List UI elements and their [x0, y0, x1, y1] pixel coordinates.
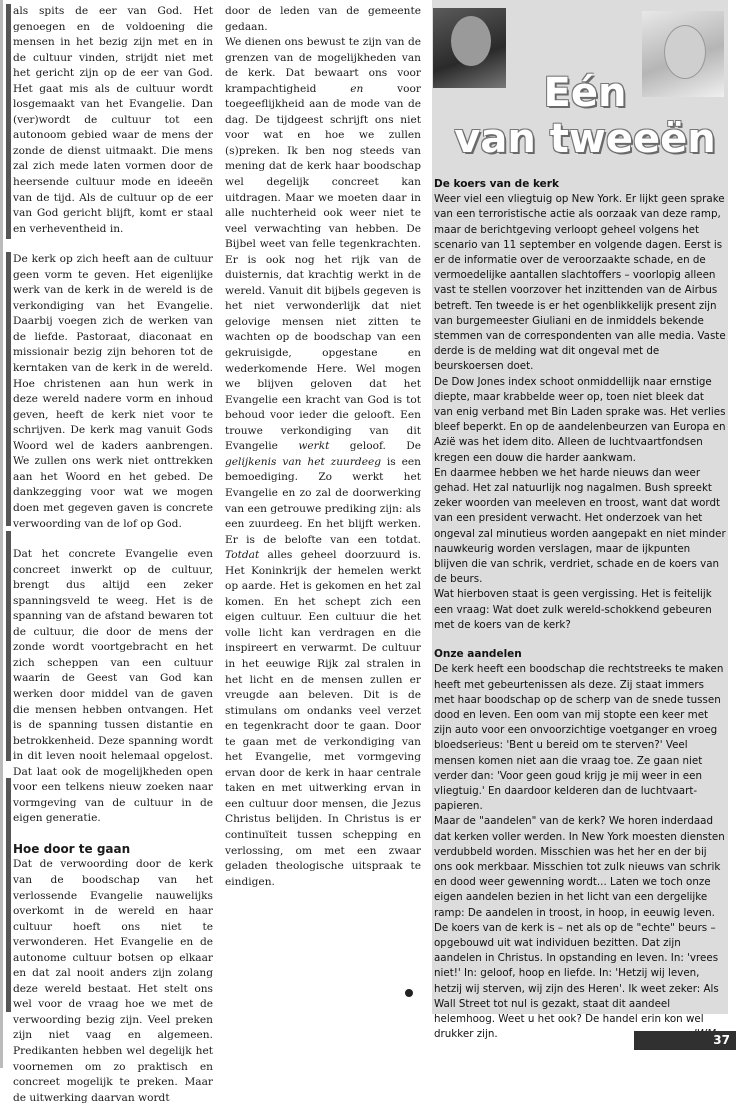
page-edge-shadow — [0, 0, 3, 1068]
text-run: is een bemoediging. Zo werkt het Evangelie en zo zal de doorwerking van een getrouwe prediking zijn: als een zuurdeeg. En het blijft werken. Er is de belofte van een totdat. — [225, 455, 421, 546]
closing-text: drukker zijn. — [434, 1028, 498, 1041]
margin-bar — [6, 4, 11, 239]
sidebar-paragraph: De koers van de kerk is – net als op de "echte" beurs – opgebouwd uit wat individuen bezitten. Dat zijn aandelen in Christus. In opstanding en leven. In: 'vrees niet!' In: geloof, hoop en liefde. In: 'Hetzij wij leven, hetzij wij sterven, wij zijn des Heren'. Ik weet zeker: Als Wall Street tot nul is gezakt, staat dit aandeel helemhoog. Weet u het ook? De handel erin kon wel — [434, 921, 719, 1025]
emphasis: gelijkenis van het zuurdeeg — [225, 455, 382, 468]
sidebar-paragraph: En daarmee hebben we het harde nieuws dan weer gehad. Het zal natuurlijk nog nagalmen. Bush spreekt zeker woorden van meeleven en troost, want dat wordt van een president verwacht. Het onderzoek van het ongeval zal minutieus worden aangepakt en niet minder nauwkeurig worden verslagen, maar de ijkpunten blijven die van schrik, verdriet, schade en de koers van de beurs. — [434, 466, 726, 586]
end-mark-bullet — [405, 989, 413, 997]
sidebar-paragraph: Weer viel een vliegtuig op New York. Er lijkt geen sprake van een terroristische actie als oorzaak van deze ramp, maar de berichtgeving verloopt geheel volgens het scenario van 11 september en volgende dagen. Eerst is er de informatie over de veroorzaakte schade, en de vermoedelijke aantallen slachtoffers – voorlopig alleen vast te stellen voorzover het inzittenden van de Airbus betreft. Ten tweede is er het ogenblikkelijk present zijn van burgemeester Giuliani en de inmiddels bekende stemmen van de correspondenten van alle media. Vaste derde is de melding wat dit ongeval met de beurskoersen doet. — [434, 193, 726, 373]
emphasis: Totdat — [225, 549, 260, 562]
title-line: van tweeën — [454, 116, 716, 162]
paragraph — [225, 35, 421, 890]
sidebar-heading: Onze aandelen — [434, 648, 522, 661]
article-column-middle — [225, 4, 421, 905]
paragraph: als spits de eer van God. Het genoegen en de voldoening die mensen in het bezig zijn met en in de cultuur vinden, strijdt niet met het gericht zijn op de eer van God. Het gaat mis als de cultuur wordt losgemaakt van het Evangelie. Dan (ver)wordt de cultuur tot een autonoom gebied waar de mens der zonde de dienst uitmaakt. Die mens zal zich mede laten vormen door de heersende cultuur mode en ideeën van de tijd. Als de cultuur op de eer van God gericht blijft, komt er staal en verheventheid in. — [13, 5, 213, 235]
text-run: geloof. De — [329, 440, 421, 453]
sidebar-paragraph: De kerk heeft een boodschap die rechtstreeks te maken heeft met gebeurtenissen als deze. Zij staat immers met haar boodschap op de scherp van de snede tussen dood en leven. Een oom van mij stopte een keer met zijn auto voor een onvoorzichtige voetganger en vroeg bloedserieus: 'Bent u bereid om te sterven?' Veel mensen komen niet aan die vraag toe. Ze gaan niet verder dan: 'Voor geen goud krijg je mij weer in een vliegtuig.' En daardoor kelderen dan de luchtvaart-papieren. — [434, 663, 724, 813]
margin-bar — [6, 778, 11, 1012]
text-run: voor toegeeflijkheid aan de mode van de dag. De tijdgeest schrijft ons niet voor wat en hoe we zullen (s)preken. Ik ben nog steeds van mening dat de kerk haar boodschap wel degelijk concreet kan uitdragen. Maar we moeten daar in alle nuchterheid ook weer niet te veel verwachting van hebben. De Bijbel weet van felle tegenkrachten. Er is ook nog het rijk van de duisternis, dat krachtig werkt in de wereld. Vanuit dit bijbels gegeven is het niet verwonderlijk dat niet gelovige mensen niet zitten te wachten op de boodschap van een gekruisigde, opgestane en wederkomende Here. Wel mogen we blijven geloven dat het Evangelie een kracht van God is tot behoud voor ieder die gelooft. Een trouwe verkondiging van dit Evangelie — [225, 82, 421, 453]
text-run: We dienen ons bewust te zijn van de grenzen van de mogelijkheden van de kerk. Dat bewaart ons voor krampachtigheid — [225, 36, 421, 95]
emphasis: en — [350, 82, 364, 95]
article-column-left — [13, 4, 213, 1106]
sidebar-text — [434, 177, 726, 1042]
emphasis: werkt — [298, 440, 330, 453]
sidebar-paragraph: Maar de "aandelen" van de kerk? We horen inderdaad dat kerken voller werden. In New York moesten diensten verdubbeld worden. Misschien was het her en der bij ons ook merkbaar. Misschien tot zulk nieuws van schrik en dood weer gewenning wordt... Laten we toch onze eigen aandelen bezien in het licht van een dergelijke ramp: De aandelen in troost, in hoop, in eeuwig leven. — [434, 815, 725, 919]
title-line: Eén — [543, 70, 627, 116]
sidebar-paragraph: De Dow Jones index schoot onmiddellijk naar ernstige diepte, maar krabbelde weer op, toen niet bleek dat van enig verband met Bin Laden sprake was. Het verlies bleef beperkt. En op de aandelenbeurzen van Europa en Azië was het idem dito. Alleen de luchtvaartfondsen kregen een douw die harder aankwam. — [434, 375, 726, 464]
paragraph: Dat het concrete Evangelie even concreet inwerkt op de cultuur, brengt dus altijd een zeker spanningsveld te weeg. Het is de spanning van de afstand bewaren tot de cultuur, die door de mens der zonde wordt voortgebracht en het zich scheppen van een cultuur waarin de Geest van God kan werken door middel van de gaven die mensen hebben ontvangen. Het is de spanning tussen distantie en betrokkenheid. Deze spanning wordt in dit leven nooit helemaal opgelost. Dat laat ook de mogelijkheden open voor een telkens nieuw zoeken naar vormgeving van de cultuur in de eigen generatie. — [13, 548, 213, 825]
paragraph: door de leden van de gemeente gedaan. — [225, 5, 421, 33]
page-number: 37 — [634, 1031, 736, 1050]
column-title — [440, 70, 730, 162]
paragraph: De kerk op zich heeft aan de cultuur geen vorm te geven. Het eigenlijke werk van de kerk in de wereld is de verkondiging van het Evangelie. Daarbij voegen zich de werken van de liefde. Pastoraat, diaconaat en missionair bezig zijn behoren tot de kerntaken van de kerk in de wereld. Hoe christenen aan hun werk in deze wereld nadere vorm en inhoud geven, heeft de kerk niet voor te schrijven. De kerk mag vanuit Gods Woord wel de kaders aanbrengen. We zullen ons werk niet onttrekken aan het Woord en het gebed. De dankzegging voor wat we mogen doen met gegeven gaven is concrete verwoording van de lof op God. — [13, 253, 213, 530]
paragraph: Dat de verwoording door de kerk van de boodschap van het verlossende Evangelie nauwelijks overkomt in de wereld en haar cultuur hoeft ons niet te verwonderen. Het Evangelie en de autonome cultuur botsen op elkaar en dat zal nooit anders zijn zolang deze wereld bestaat. Het stelt ons wel voor de vraag hoe we met de verwoording bezig zijn. Veel preken zijn niet vaag en algemeen. Predikanten hebben wel degelijk het voornemen om zo praktisch en concreet mogelijk te preken. Maar de uitwerking daarvan wordt — [13, 858, 213, 1104]
margin-bar — [6, 252, 11, 526]
text-run: alles geheel doorzuurd is. Het Koninkrijk der hemelen werkt op aarde. Het is gekomen en het zal komen. En het schept zich een eigen cultuur. Een cultuur die het volle licht kan verdragen en die inspireert en verwarmt. De cultuur in het eeuwige Rijk zal stralen in het licht en de mensen zullen er vreugde aan beleven. Dit is de stimulans om ondanks veel verzet en tegenkracht door te gaan. Door te gaan met de verkondiging van het Evangelie, met vormgeving ervan door de kerk in haar centrale taken en met uitwerking ervan in een cultuur door mensen, die Jezus Christus belijden. In Christus is er continuïteit tussen schepping en verlossing, om met een zwaar geladen theologische uitspraak te eindigen. — [225, 549, 421, 888]
sidebar-heading: De koers van de kerk — [434, 178, 559, 190]
sidebar-paragraph: Wat hierboven staat is geen vergissing. Het is feitelijk een vraag: Wat doet zulk wereld-schokkend gebeuren met de koers van de kerk? — [434, 588, 712, 631]
section-heading: Hoe door te gaan — [13, 841, 131, 856]
margin-bar — [6, 531, 11, 761]
